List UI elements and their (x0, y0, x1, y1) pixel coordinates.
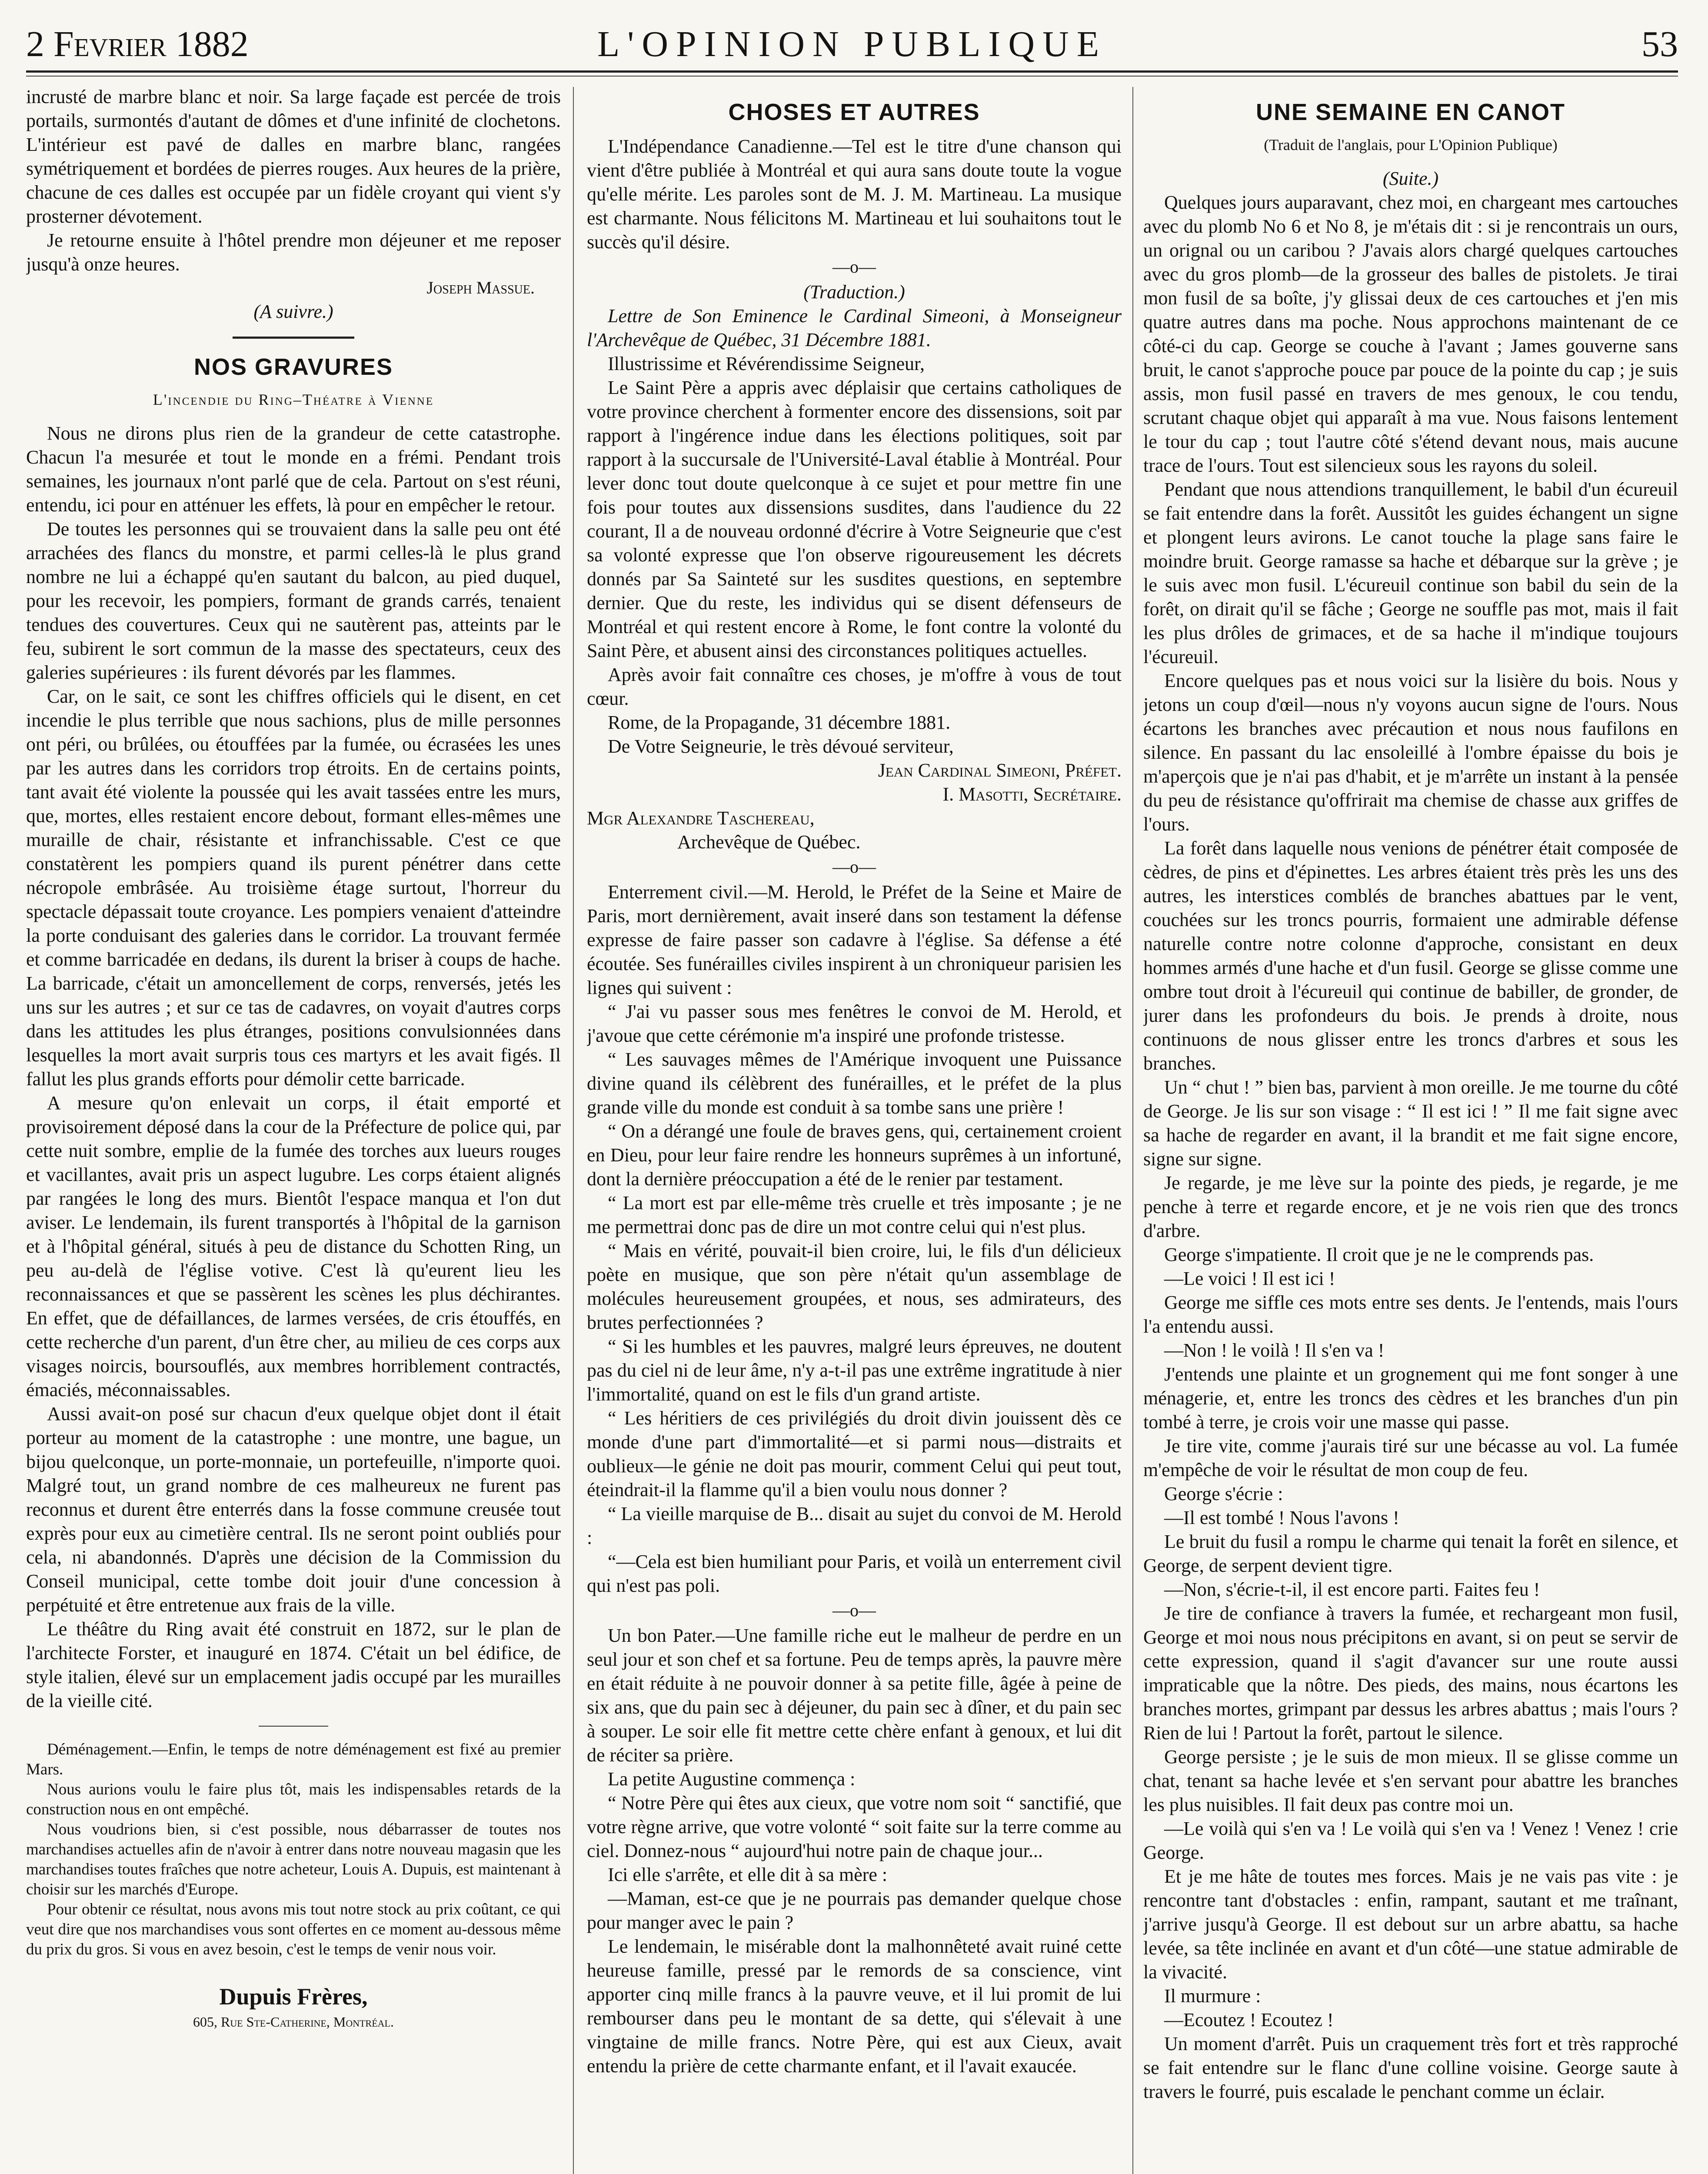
article-text: —Il est tombé ! Nous l'avons ! (1164, 1507, 1399, 1528)
advertiser-address: 605, Rue Ste-Catherine, Montréal. (193, 2014, 394, 2030)
section-rule (233, 337, 354, 339)
quote-text: “—Cela est bien humiliant pour Paris, et voilà un enterrement civil qui n'est pas poli. (587, 1551, 1122, 1596)
separator: —o— (832, 1600, 876, 1620)
section-title: CHOSES ET AUTRES (728, 99, 980, 125)
masthead-rule (26, 70, 1678, 73)
column-middle (587, 85, 1122, 2174)
article-text: —Ecoutez ! Ecoutez ! (1164, 2009, 1334, 2031)
signature-line: Jean Cardinal Simeoni, Préfet. (878, 760, 1122, 781)
page-number: 53 (1641, 24, 1678, 64)
masthead-rule-thin (26, 76, 1678, 77)
quote-text: “ La mort est par elle-même très cruelle et très imposante ; je ne me permettrai donc pas de dire un mot contre celui qui n'est plus. (587, 1192, 1122, 1237)
article-text: Aussi avait-on posé sur chacun d'eux quelque objet dont il était porteur au moment de la catastrophe : une montre, une bague, un bijou quelconque, un porte-monnaie, un portefeuille, n'importe quoi. Malgré tout, un grand nombre de ces malheureux ne furent pas reconnus et durent être enterrés dans la fosse commune creusée tout exprès pour eux au cimetière central. Ils ne seront point oubliés pour cela, ni abandonnés. D'après une décision de la Commission du Conseil municipal, cette tombe doit jouir d'une concession à perpétuité et être entretenue aux frais de la ville. (26, 1403, 561, 1616)
quote-text: “ Les héritiers de ces privilégiés du droit divin jouissent dès ce monde d'une part d'immortalité—et si parmi nous—distraits et oublieux—le génie ne doit pas mourir, comment Celui qui peut tout, éteindrait-il la flamme qu'il a bien voulu nous donner ? (587, 1407, 1122, 1500)
article-text: Car, on le sait, ce sont les chiffres officiels qui le disent, en cet incendie le plus terrible que nous sachions, plus de mille personnes ont péri, ou brûlées, ou étouffées par la fumée, ou écrasées les unes par les autres dans les corridors trop étroits. En de certains points, tant avait été violente la poussée qui les avait tassées entre les murs, que, mortes, elles restaient encore debout, formant elles-mêmes une muraille de chair, résistante et infranchissable. C'est ce que constatèrent les pompiers quand ils purent pénétrer dans cette nécropole embrâsée. Au troisième étage surtout, l'horreur du spectacle dépassait toute croyance. Les pompiers venaient d'atteindre la porte conduisant des galeries dans le corridor. La trouvant fermée et comme barricadée en dedans, ils durent la briser à coups de hache. La barricade, c'était un amoncellement de corps, renversés, jetés les uns sur les autres ; et sur ce tas de cadavres, on voyait d'autres corps dans les attitudes les plus étranges, positions convulsionnées dans lesquelles la mort avait surpris tous ces martyrs et les avait figés. Il fallut les plus grands efforts pour démolir cette barricade. (26, 686, 561, 1090)
article-text: Le Saint Père a appris avec déplaisir que certains catholiques de votre province cherchent à formenter encore des dissensions, soit par rapport à l'ingérence indue dans les élections politiques, soit par rapport à la succursale de l'Université-Laval établie à Montréal. Pour lever donc tout doute quelconque à ce sujet et pour mettre fin une fois pour toutes aux dissensions susdites, dans l'audience du 22 courant, Il a de nouveau ordonné d'écrire à Votre Seigneurie que c'est sa volonté expresse que l'on observe rigoureusement les décrets donnés par Sa Sainteté sur les susdites questions, en septembre dernier. Que du reste, les individus qui se disent défenseurs de Montréal et qui restent encore à Rome, le font contre la volonté du Saint Père, et abusent ainsi des circonstances politiques actuelles. (587, 377, 1122, 661)
section-subtitle: L'incendie du Ring–Théatre à Vienne (153, 391, 434, 408)
quote-text: “ Mais en vérité, pouvait-il bien croire, lui, le fils d'un délicieux poète en musique, que son père n'était qu'un assemblage de molécules heureusement groupées, et nous, ses admirateurs, des brutes perfectionnées ? (587, 1240, 1122, 1333)
continued-note: (Suite.) (1382, 168, 1439, 189)
article-text: Le théâtre du Ring avait été construit en 1872, sur le plan de l'architecte Forster, et inauguré en 1874. C'était un bel édifice, de style italien, élevé sur un emplacement jadis occupé par les murailles de la vieille cité. (26, 1618, 561, 1711)
quote-text: “ Les sauvages mêmes de l'Amérique invoquent une Puissance divine quand ils célèbrent des funérailles, et le préfet de la plus grande ville du monde est conduit à sa tombe sans une prière ! (587, 1049, 1122, 1118)
ad-text: Déménagement.—Enfin, le temps de notre déménagement est fixé au premier Mars. (26, 1741, 561, 1778)
article-text: J'entends une plainte et un grognement qui me font songer à une ménagerie, et, entre les troncs des cèdres et les branches d'un pin tombé à terre, je crois voir une masse qui passe. (1143, 1364, 1678, 1433)
masthead (26, 17, 1678, 83)
article-text: Je tire de confiance à travers la fumée, et rechargeant mon fusil, George et moi nous nous précipitons en avant, si on peut se servir de cette expression, quand il s'agit d'avancer sur une route aussi impraticable que la nôtre. Des pieds, des mains, nous écartons les branches mortes, grimpant par dessus les arbres abattus ; mais l'ours ? Rien de lui ! Partout la forêt, partout le silence. (1143, 1603, 1678, 1744)
article-text: George s'impatiente. Il croit que je ne le comprends pas. (1164, 1244, 1594, 1265)
section-subtitle: (Traduit de l'anglais, pour L'Opinion Publique) (1264, 136, 1558, 153)
to-be-continued: (A suivre.) (253, 301, 333, 322)
issue-date: 2 Fevrier 1882 (26, 24, 249, 64)
section-title: NOS GRAVURES (193, 354, 393, 380)
section-rule (259, 1726, 328, 1727)
ad-text: Pour obtenir ce résultat, nous avons mis tout notre stock au prix coûtant, ce qui veut dire que nos marchandises vous sont offertes en ce moment au-dessous même du prix du gros. Si vous en avez besoin, c'est le temps de venir nous voir. (26, 1901, 561, 1958)
article-text: Rome, de la Propagande, 31 décembre 1881. (608, 712, 951, 733)
column-divider (573, 87, 574, 2174)
article-text: De toutes les personnes qui se trouvaient dans la salle peu ont été arrachées des flancs du monstre, et parmi celles-là le plus grand nombre ne lui a échappé qu'en sautant du balcon, au pied duquel, pour les recevoir, les pompiers, formant de grands carrés, tenaient tendues des couvertures. Ceux qui ne sautèrent pas, atteints par le feu, subirent le sort commun de la masse des spectateurs, ceux des galeries supérieures : ils furent dévorés par les flammes. (26, 518, 561, 683)
advertisement (26, 1740, 561, 1960)
column-right (1143, 85, 1678, 2174)
article-text: George persiste ; je le suis de mon mieux. Il se glisse comme un chat, tenant sa hache levée et s'en servant pour abattre les branches les plus nuisibles. Il fait deux pas contre moi un. (1143, 1746, 1678, 1815)
article-text: —Le voilà qui s'en va ! Le voilà qui s'en va ! Venez ! Venez ! crie George. (1143, 1818, 1678, 1863)
quote-text: “ Si les humbles et les pauvres, malgré leurs épreuves, ne doutent pas du ciel ni de leur âme, n'y a-t-il pas une extrême ingratitude à nier l'immortalité, quand on est le fils d'un grand artiste. (587, 1336, 1122, 1405)
article-text: Un bon Pater.—Une famille riche eut le malheur de perdre en un seul jour et son chef et sa fortune. Peu de temps après, la pauvre mère en était réduite à ne pouvoir donner à sa petite fille, âgée à peine de six ans, que du pain sec à déjeuner, du pain sec à dîner, et du pain sec à souper. Le soir elle fit mettre cette chère enfant à genoux, et lui dit de réciter sa prière. (587, 1625, 1122, 1766)
quote-text: “ J'ai vu passer sous mes fenêtres le convoi de M. Herold, et j'avoue que cette cérémonie m'a inspiré une profonde tristesse. (587, 1001, 1122, 1046)
quote-text: “ On a dérangé une foule de braves gens, qui, certainement croient en Dieu, pour leur faire rendre les honneurs suprêmes à un infortuné, dont la dernière préoccupation a été de le renier par testament. (587, 1120, 1122, 1190)
article-text: Le bruit du fusil a rompu le charme qui tenait la forêt en silence, et George, de serpent devient tigre. (1143, 1531, 1678, 1576)
article-text: Ici elle s'arrête, et elle dit à sa mère : (608, 1864, 888, 1885)
ad-text: Nous voudrions bien, si c'est possible, nous débarrasser de toutes nos marchandises actuelles afin de n'avoir à entrer dans notre nouveau magasin que les marchandises toutes fraîches que notre acheteur, Louis A. Dupuis, est maintenant à choisir sur les marchés d'Europe. (26, 1821, 561, 1898)
newspaper-title: L'OPINION PUBLIQUE (597, 24, 1107, 64)
advertiser-name: Dupuis Frères, (219, 1984, 368, 2010)
column-divider (1132, 87, 1133, 2174)
ad-text: Nous aurions voulu le faire plus tôt, mais les indispensables retards de la construction nous en ont empêché. (26, 1781, 561, 1818)
article-text: Il murmure : (1164, 1985, 1261, 2007)
article-text: Un “ chut ! ” bien bas, parvient à mon oreille. Je me tourne du côté de George. Je lis sur son visage : “ Il est ici ! ” Il me fait signe avec sa hache de regarder en avant, il la brandit et me fait signe encore, signe sur signe. (1143, 1077, 1678, 1170)
article-text: Et je me hâte de toutes mes forces. Mais je ne vais pas vite : je rencontre tant d'obstacles : enfin, rampant, sautant et me traînant, j'arrive jusqu'à George. Il est debout sur un arbre abattu, sa hache levée, sa tête inclinée en avant et d'un côté—une statue admirable de la vivacité. (1143, 1866, 1678, 1983)
separator: —o— (832, 857, 876, 877)
author-signature: Joseph Massue. (426, 278, 535, 297)
article-text: Je regarde, je me lève sur la pointe des pieds, je regarde, je me penche à terre et regarde encore, et je ne vois rien que des troncs d'arbre. (1143, 1172, 1678, 1241)
quote-text: “ Notre Père qui êtes aux cieux, que votre nom soit “ sanctifié, que votre règne arrive, que votre volonté “ soit faite sur la terre comme au ciel. Donnez-nous “ aujourd'hui notre pain de chaque jour... (587, 1792, 1122, 1861)
article-text: De Votre Seigneurie, le très dévoué serviteur, (608, 736, 954, 757)
signature-line: I. Masotti, Secrétaire. (942, 784, 1122, 805)
translation-note: (Traduction.) (803, 281, 905, 303)
article-text: —Non ! le voilà ! Il s'en va ! (1164, 1340, 1385, 1361)
quote-text: “ La vieille marquise de B... disait au sujet du convoi de M. Herold : (587, 1503, 1122, 1548)
article-text: L'Indépendance Canadienne.—Tel est le titre d'une chanson qui vient d'être publiée à Montréal et qui aura sans doute toute la vogue qu'elle mérite. Les paroles sont de M. J. M. Martineau. La musique est charmante. Nous félicitons M. Martineau et lui souhaitons tout le succès qu'il désire. (587, 136, 1122, 253)
article-text: Le lendemain, le misérable dont la malhonnêteté avait ruiné cette heureuse famille, pressé par le remords de sa conscience, vint apporter cinq mille francs à la pauvre veuve, et il lui promit de lui rembourser dans peu le montant de sa dette, qui s'élevait à une vingtaine de mille francs. Notre Père, qui est aux Cieux, avait entendu la prière de cette charmante enfant, et il l'avait exaucée. (587, 1936, 1122, 2077)
article-text: Encore quelques pas et nous voici sur la lisière du bois. Nous y jetons un coup d'œil—nous n'y voyons aucun signe de l'ours. Nous écartons les branches avec précaution et nous nous faufilons en silence. En passant du lac ensoleillé à l'ombre épaisse du bois je m'aperçois que je n'ai pas d'habit, et je m'arrête un instant à la pensée du peu de résistance qu'offrirait ma chemise de chasse aux griffes de l'ours. (1143, 670, 1678, 835)
article-text: George s'écrie : (1164, 1483, 1283, 1504)
article-text: Nous ne dirons plus rien de la grandeur de cette catastrophe. Chacun l'a mesurée et tout le monde en a frémi. Pendant trois semaines, les journaux n'ont parlé que de cela. Partout on s'est réuni, entendu, ici pour en atténuer les effets, là pour en empêcher le retour. (26, 423, 561, 516)
article-text: George me siffle ces mots entre ses dents. Je l'entends, mais l'ours l'a entendu aussi. (1143, 1292, 1678, 1337)
section-title: UNE SEMAINE EN CANOT (1255, 99, 1566, 125)
article-text: Quelques jours auparavant, chez moi, en chargeant mes cartouches avec du plomb No 6 et No 8, je m'étais dit : si je rencontrais un ours, un orignal ou un caribou ? J'avais alors chargé quelques cartouches avec du gros plomb—de la grosseur des balles de pistolets. Je tirai mon fusil de sa boîte, j'y glissai deux de ces cartouches et j'en mis quatre autres dans ma poche. Nous approchons maintenant de ce côté-ci du cap. George se couche à l'avant ; James gouverne sans bruit, le canot s'approche pouce par pouce de la pointe du cap ; je suis assis, mon fusil passé en travers de mes genoux, le cou tendu, scrutant chaque objet qui apparaît à ma vue. Nous faisons lentement le tour du cap ; tout l'autre côté s'étend devant nous, mais aucune trace de l'ours. Tout est silencieux sous les rayons du soleil. (1143, 192, 1678, 476)
salutation: Illustrissime et Révérendissime Seigneur, (608, 353, 925, 374)
article-text: Je retourne ensuite à l'hôtel prendre mon déjeuner et me reposer jusqu'à onze heures. (26, 230, 561, 275)
recipient-line: Mgr Alexandre Taschereau, (587, 807, 815, 829)
article-text: La forêt dans laquelle nous venions de pénétrer était composée de cèdres, de pins et d'épinettes. Les arbres étaient très près les uns des autres, les interstices comblés de branches abattues par le vent, couchées sur les troncs pourris, formaient une admirable défense naturelle contre notre colonne d'approche, consistant en deux hommes armés d'une hache et d'un fusil. George se glisse comme une ombre tout droit à l'écureuil qui continue de babiller, de gronder, de jurer dans les profondeurs du bois. Je prends à droite, nous continuons de nous glisser entre les troncs d'arbres et sous les branches. (1143, 837, 1678, 1074)
article-text: —Maman, est-ce que je ne pourrais pas demander quelque chose pour manger avec le pain ? (587, 1888, 1122, 1933)
article-text: incrusté de marbre blanc et noir. Sa large façade est percée de trois portails, surmontés d'autant de dômes et d'une infinité de clochetons. L'intérieur est pavé de dalles en marbre blanc, rangées symétriquement et bordées de pierres rouges. Aux heures de la prière, chacune de ces dalles est occupée par un fidèle croyant qui vient s'y prosterner dévotement. (26, 86, 561, 227)
separator: —o— (832, 257, 876, 277)
article-text: —Le voici ! Il est ici ! (1164, 1268, 1335, 1289)
article-text: —Non, s'écrie-t-il, il est encore parti. Faites feu ! (1164, 1579, 1540, 1600)
article-text: Enterrement civil.—M. Herold, le Préfet de la Seine et Maire de Paris, mort dernièrement, avait inseré dans son testament la défense expresse de faire passer son cadavre à l'église. Sa défense a été écoutée. Ses funérailles civiles inspirent à un chroniqueur parisien les lignes qui suivent : (587, 881, 1122, 998)
article-text: La petite Augustine commença : (608, 1768, 856, 1790)
article-text: Un moment d'arrêt. Puis un craquement très fort et très rapproché se fait entendre sur le flanc d'une colline voisine. George saute à travers le fourré, puis escalade le penchant comme un éclair. (1143, 2033, 1678, 2102)
article-text: A mesure qu'on enlevait un corps, il était emporté et provisoirement déposé dans la cour de la Préfecture de police qui, par cette nuit sombre, emplie de la fumée des torches aux lueurs rouges et vacillantes, avait pris un aspect lugubre. Les corps étaient alignés par rangées le long des murs. Bientôt l'espace manqua et l'on dut aviser. Le lendemain, ils furent transportés à l'hôpital de la garnison et à l'hôpital général, situés à peu de distance du Schotten Ring, un peu au-delà de l'église votive. C'est là qu'eurent lieu les reconnaissances et que se passèrent les scènes les plus déchirantes. En effet, que de défaillances, de larmes versées, de cris étouffés, en cette recherche d'un parent, d'un être cher, au milieu de ces corps aux visages noircis, boursouflés, aux membres horriblement contractés, émaciés, méconnaissables. (26, 1092, 561, 1400)
article-text: Après avoir fait connaître ces choses, je m'offre à vous de tout cœur. (587, 664, 1122, 709)
letter-heading: Lettre de Son Eminence le Cardinal Simeoni, à Monseigneur l'Archevêque de Québec, 31 Décembre 1881. (587, 305, 1122, 350)
recipient-line: Archevêque de Québec. (677, 831, 861, 853)
column-left (26, 85, 561, 2174)
article-text: Pendant que nous attendions tranquillement, le babil d'un écureuil se fait entendre dans la forêt. Aussitôt les guides échangent un signe et plongent leurs avirons. Le canot touche la plage sans faire le moindre bruit. George ramasse sa hache et débarque sur la grève ; je le suis avec mon fusil. L'écureuil continue son babil du sein de la forêt, on dirait qu'il se fâche ; George ne souffle pas mot, mais il fait les plus drôles de grimaces, et de sa hache il m'indique toujours l'écureuil. (1143, 479, 1678, 667)
article-text: Je tire vite, comme j'aurais tiré sur une bécasse au vol. La fumée m'empêche de voir le résultat de mon coup de feu. (1143, 1435, 1678, 1480)
